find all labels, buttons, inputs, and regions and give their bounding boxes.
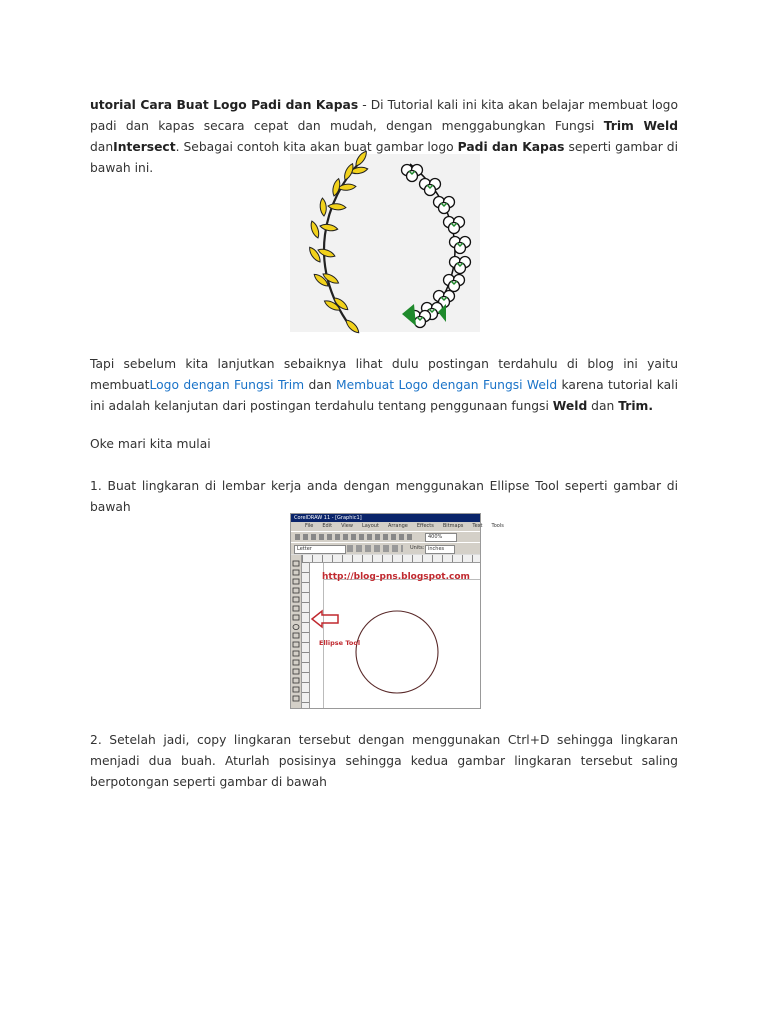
window-title: CorelDRAW 11 - [Graphic1] xyxy=(291,514,480,522)
menu-arrange[interactable]: Arrange xyxy=(387,523,408,529)
menu-text[interactable]: Text xyxy=(472,523,483,529)
padi-kapas-logo xyxy=(290,154,480,332)
step-1-text: 1. Buat lingkaran di lembar kerja anda dengan menggunakan Ellipse Tool seperti gambar di bawah xyxy=(90,479,678,514)
standard-toolbar xyxy=(291,531,480,542)
annotation-layer xyxy=(310,563,480,708)
ellipse-tool-label: Ellipse Tool xyxy=(319,639,361,647)
page-preset-select[interactable]: Letter xyxy=(294,545,346,554)
vertical-ruler xyxy=(302,562,310,708)
padi-kapas-logo-image xyxy=(290,154,480,332)
menu-effects[interactable]: Effects xyxy=(416,523,434,529)
menu-layout[interactable]: Layout xyxy=(361,523,379,529)
intro-paragraph: utorial Cara Buat Logo Padi dan Kapas - Di Tutorial kali ini kita akan belajar membuat logo padi dan kapas secara cepat dan mudah, dengan menggabungkan Fungsi Trim Weld danIntersect. Sebagai contoh kita akan buat gambar logo Padi dan Kapas seperti gambar di bawah ini. xyxy=(90,98,678,175)
menu-view[interactable]: View xyxy=(341,523,353,529)
kapas-cotton-stalk xyxy=(402,164,471,328)
arrow-icon xyxy=(312,611,338,627)
menu-file[interactable]: File xyxy=(305,523,314,529)
drawing-canvas[interactable] xyxy=(310,563,480,708)
padi-rice-stalk xyxy=(307,150,369,335)
menu-bar xyxy=(291,522,504,531)
menu-bitmaps[interactable]: Bitmaps xyxy=(442,523,464,529)
toolbox xyxy=(291,555,302,708)
horizontal-ruler xyxy=(302,555,480,563)
property-bar xyxy=(291,542,480,554)
zoom-select[interactable]: 400% xyxy=(425,533,457,542)
units-label: Units: xyxy=(410,545,425,551)
coreldraw-screenshot xyxy=(290,513,504,709)
link-logo-fungsi-trim[interactable]: Logo dengan Fungsi Trim xyxy=(149,378,305,392)
start-text: Oke mari kita mulai xyxy=(90,437,211,451)
units-select[interactable]: inches xyxy=(425,545,455,554)
ellipse-shape[interactable] xyxy=(356,611,438,693)
watermark-url: http://blog-pns.blogspot.com xyxy=(322,572,470,582)
menu-edit[interactable]: Edit xyxy=(322,523,333,529)
intro-paragraph-2: Tapi sebelum kita lanjutkan sebaiknya lihat dulu postingan terdahulu di blog ini yaitu membuatLogo dengan Fungsi Trim dan Membuat Logo dengan Fungsi Weld karena tutorial kali ini adalah kelanjutan dari postingan terdahulu tentang penggunaan fungsi Weld dan Trim. xyxy=(90,357,679,413)
link-logo-fungsi-weld[interactable]: Membuat Logo dengan Fungsi Weld xyxy=(335,378,558,392)
menu-tools[interactable]: Tools xyxy=(491,523,504,529)
step-2-text: 2. Setelah jadi, copy lingkaran tersebut dengan menggunakan Ctrl+D sehingga lingkaran menjadi dua buah. Aturlah posisinya sehingga kedua gambar lingkaran tersebut saling berpotongan seperti gambar di bawah xyxy=(90,733,678,789)
article-title: utorial Cara Buat Logo Padi dan Kapas xyxy=(90,98,359,112)
